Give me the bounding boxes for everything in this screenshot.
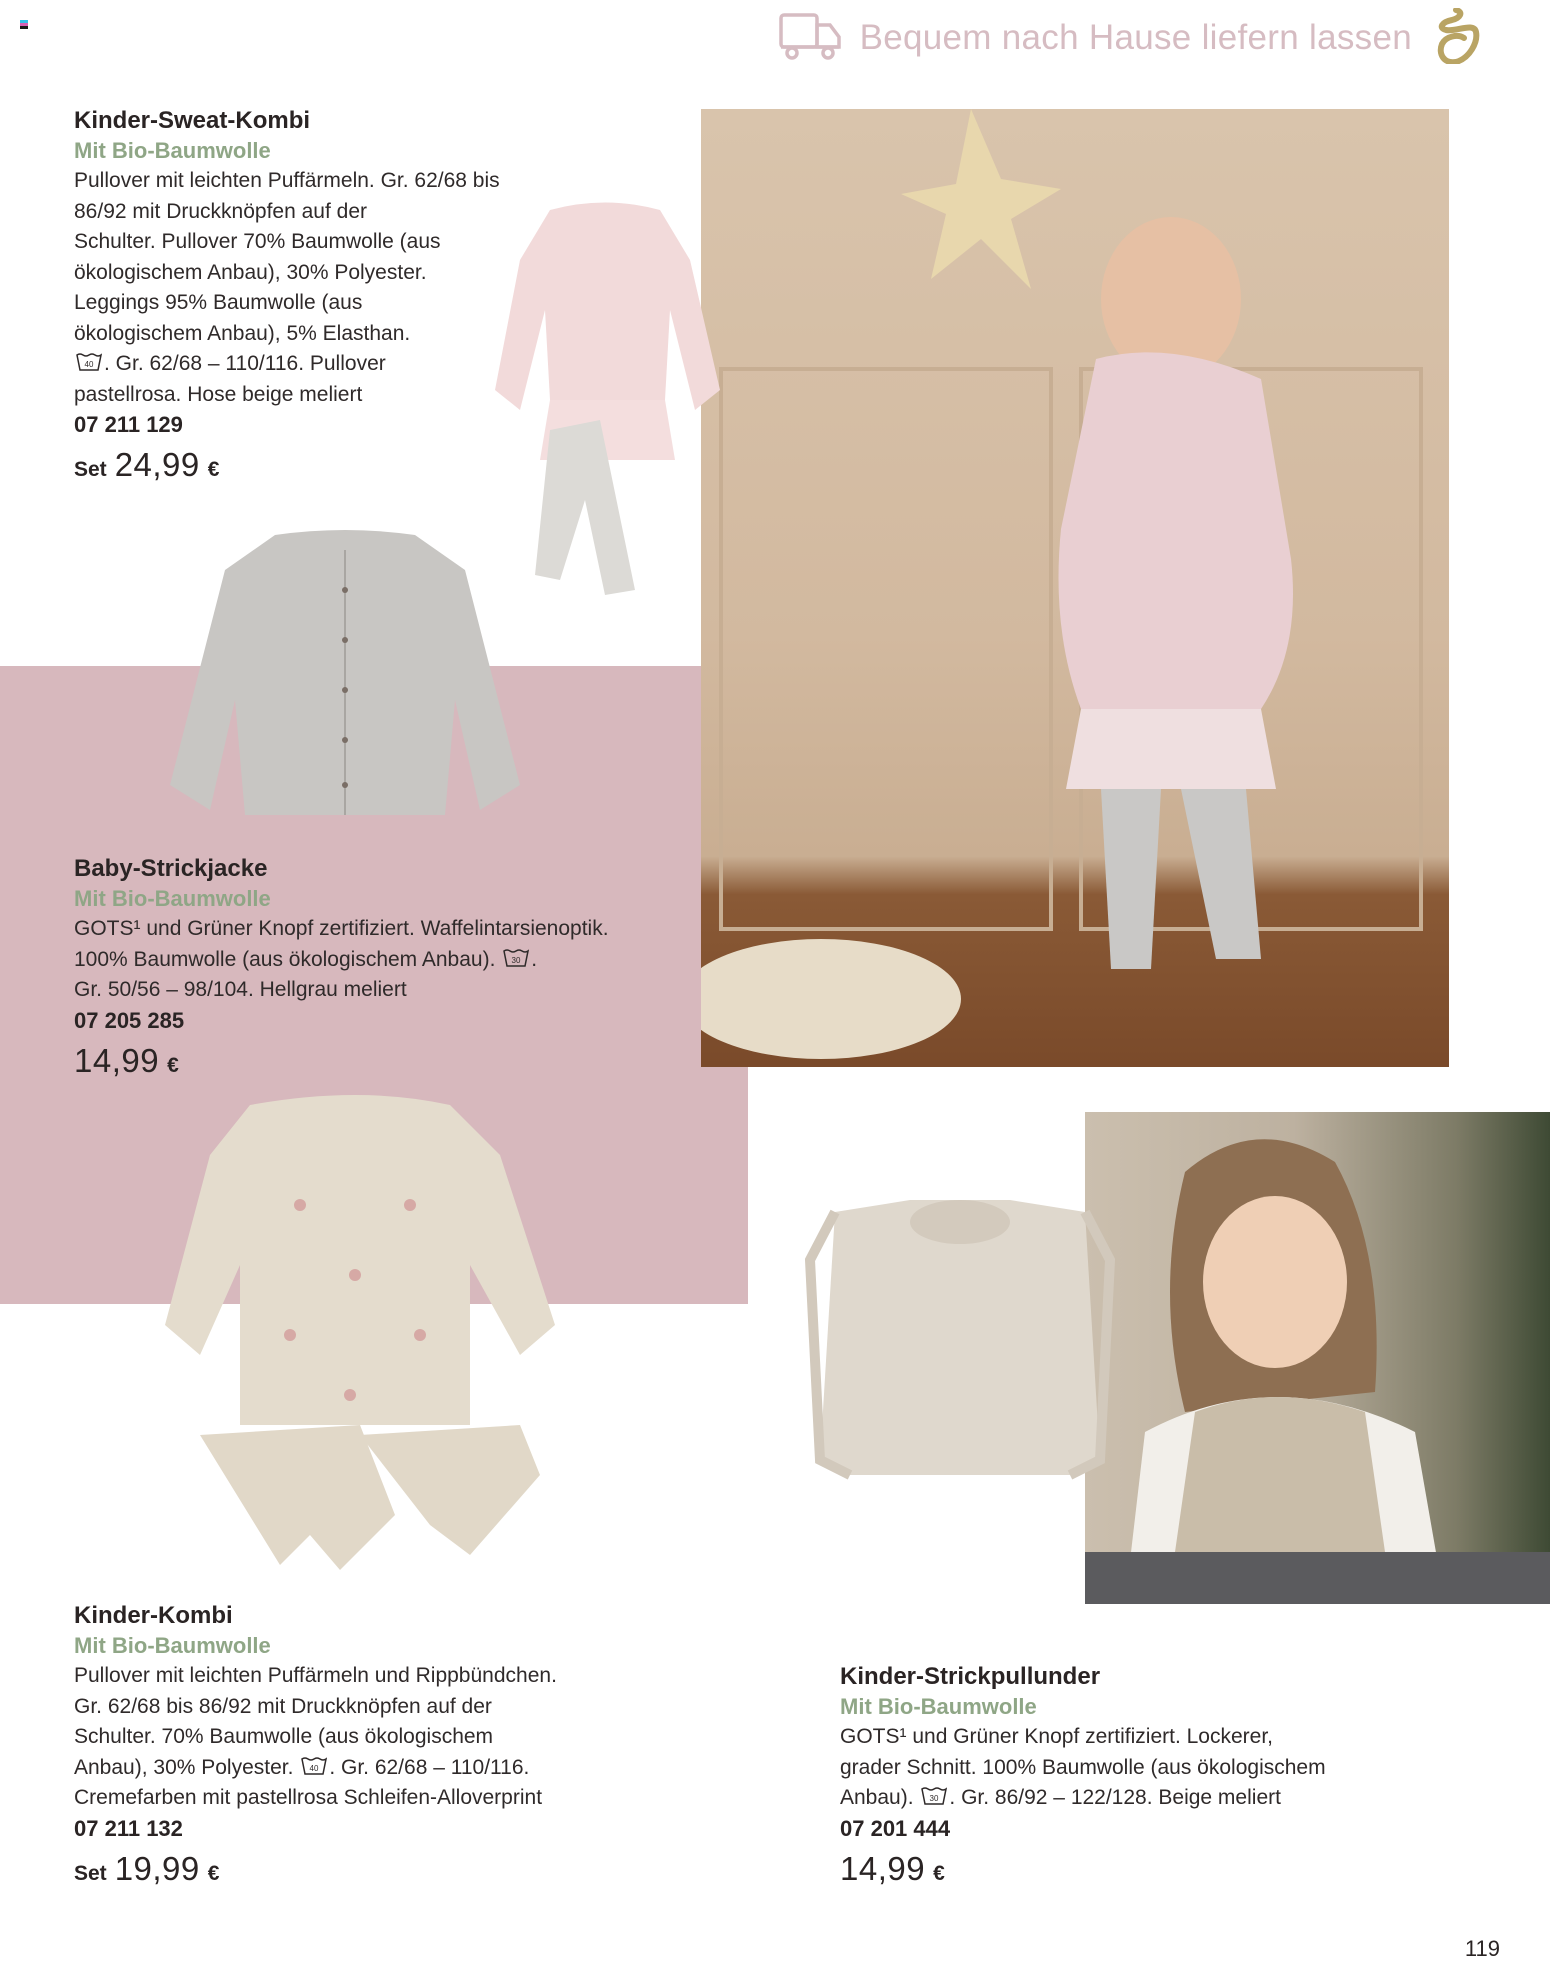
description-line-with-wash-symbol: 40 . Gr. 62/68 – 110/116. Pullover: [74, 349, 500, 380]
article-number: 07 201 444: [840, 1815, 951, 1841]
description-line-with-wash-symbol: Anbau). 30 . Gr. 86/92 – 122/128. Beige meliert: [840, 1786, 1281, 1809]
product-card-baby-strickjacke: [74, 854, 609, 1080]
product-image-kinder-kombi: [160, 1095, 560, 1575]
price-row: [74, 1042, 609, 1080]
description-line-with-wash-symbol: Anbau), 30% Polyester. 40 . Gr. 62/68 – 110/116.: [74, 1755, 530, 1779]
article-number: 07 211 132: [74, 1815, 183, 1841]
description-line: grader Schnitt. 100% Baumwolle (aus ökologischem: [840, 1755, 1326, 1779]
tchibo-bean-logo-icon: [1430, 8, 1480, 69]
description-line: Schulter. Pullover 70% Baumwolle (aus: [74, 230, 441, 253]
truck-icon: [778, 11, 842, 66]
svg-text:40: 40: [309, 1763, 319, 1773]
product-title: Kinder-Strickpullunder: [840, 1663, 1101, 1690]
print-registration-mark: [20, 20, 28, 29]
wash-40-icon: [76, 351, 102, 371]
wash-40-icon: [301, 1755, 327, 1775]
product-card-kinder-strickpullunder: [840, 1662, 1326, 1888]
set-label: Set: [74, 458, 107, 481]
svg-text:30: 30: [511, 955, 521, 965]
description-line: Pullover mit leichten Puffärmeln. Gr. 62/68 bis: [74, 169, 500, 192]
page-number: 119: [1464, 1936, 1500, 1961]
product-subtitle: Mit Bio-Baumwolle: [74, 1633, 271, 1658]
description-line: ökologischem Anbau), 5% Elasthan.: [74, 321, 411, 345]
photo-toddler-sweat-kombi: [701, 109, 1449, 1067]
currency: €: [167, 1053, 179, 1077]
product-image-strickjacke: [165, 530, 525, 820]
set-label: Set: [74, 1861, 107, 1885]
product-subtitle: Mit Bio-Baumwolle: [840, 1694, 1037, 1719]
product-subtitle: Mit Bio-Baumwolle: [74, 886, 271, 911]
svg-text:30: 30: [929, 1794, 939, 1803]
currency: €: [207, 458, 220, 481]
product-card-kinder-sweat-kombi: [74, 106, 500, 484]
description-line: Leggings 95% Baumwolle (aus: [74, 291, 363, 314]
price: 19,99: [114, 1849, 200, 1887]
description-line: Cremefarben mit pastellrosa Schleifen-Alloverprint: [74, 1786, 543, 1809]
currency: €: [207, 1861, 220, 1885]
description-line-with-wash-symbol: 100% Baumwolle (aus ökologischem Anbau). 30 .: [74, 947, 538, 971]
header: [778, 8, 1480, 68]
description-line: ökologischem Anbau), 30% Polyester.: [74, 260, 427, 284]
description-line: GOTS¹ und Grüner Knopf zertifiziert. Lockerer,: [840, 1725, 1274, 1748]
product-title: Kinder-Sweat-Kombi: [74, 107, 311, 134]
delivery-slogan: Bequem nach Hause liefern lassen: [859, 18, 1412, 57]
description-line: pastellrosa. Hose beige meliert: [74, 382, 363, 406]
product-image-strickpullunder: [800, 1200, 1120, 1500]
description-line: Gr. 50/56 – 98/104. Hellgrau meliert: [74, 978, 407, 1001]
wash-30-icon: [921, 1785, 947, 1805]
svg-text:40: 40: [84, 360, 94, 369]
price-row: [840, 1850, 1326, 1888]
photo-girl-strickpullunder: [1085, 1112, 1550, 1604]
description-line: Gr. 62/68 bis 86/92 mit Druckknöpfen auf der: [74, 1694, 492, 1718]
description-line: 86/92 mit Druckknöpfen auf der: [74, 199, 367, 223]
currency: €: [933, 1861, 945, 1885]
description-line: Schulter. 70% Baumwolle (aus ökologischem: [74, 1725, 494, 1748]
price-row: [74, 1850, 557, 1888]
price: 14,99: [840, 1849, 926, 1887]
price: 24,99: [114, 446, 200, 483]
product-title: Kinder-Kombi: [74, 1602, 233, 1629]
article-number: 07 205 285: [74, 1007, 185, 1033]
product-card-kinder-kombi: [74, 1601, 557, 1888]
product-subtitle: Mit Bio-Baumwolle: [74, 138, 271, 163]
price-row: [74, 446, 500, 484]
product-title: Baby-Strickjacke: [74, 855, 268, 882]
description-line: GOTS¹ und Grüner Knopf zertifiziert. Waffelintarsienoptik.: [74, 917, 609, 940]
wash-30-icon: [503, 947, 529, 967]
price: 14,99: [74, 1041, 160, 1079]
article-number: 07 211 129: [74, 412, 183, 437]
description-line: Pullover mit leichten Puffärmeln und Rippbündchen.: [74, 1664, 557, 1687]
